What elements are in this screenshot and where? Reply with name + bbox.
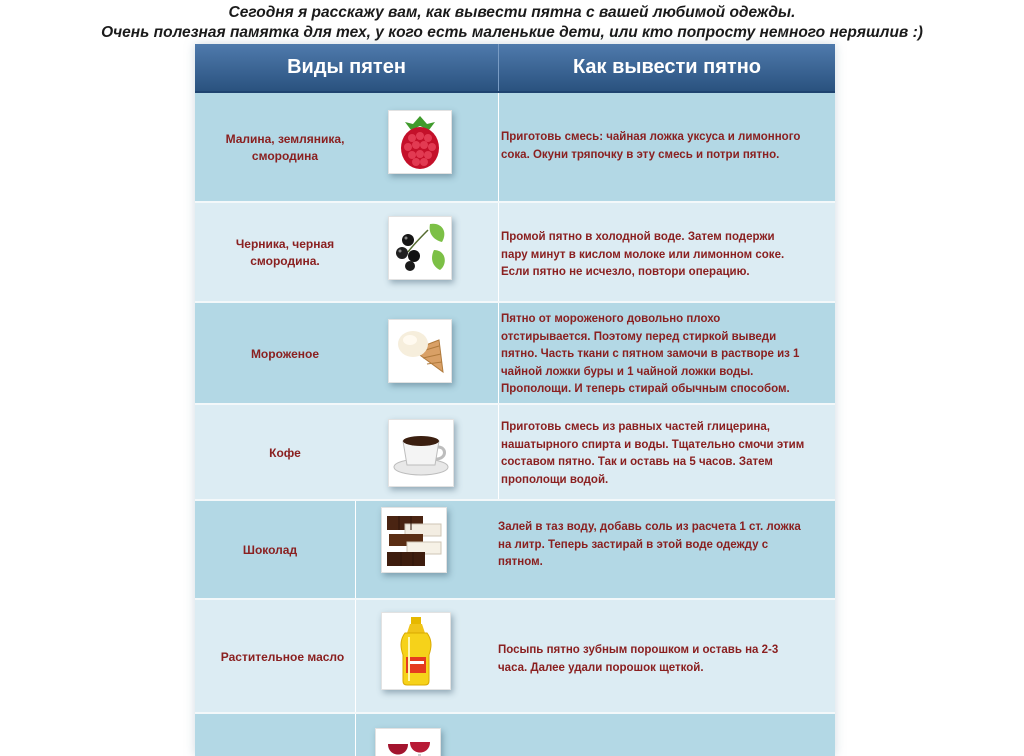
wine-glass-icon	[375, 728, 441, 756]
stain-removal-table	[195, 44, 835, 756]
stain-type: Шоколад	[242, 543, 298, 557]
stain-type: Малина, земляника, смородина	[225, 132, 345, 163]
header-how-to-remove: Как вывести пятно	[498, 44, 835, 91]
table-row-raspberry	[195, 93, 835, 203]
stain-type: Мороженое	[250, 346, 320, 361]
stain-type	[195, 714, 375, 756]
raspberry-icon	[388, 110, 452, 174]
table-row-partial	[195, 714, 835, 756]
intro-line-1: Сегодня я расскажу вам, как вывести пятна с вашей любимой одежды.	[228, 4, 796, 21]
intro-text	[0, 3, 1024, 43]
stain-type: Кофе	[269, 445, 301, 460]
removal-instructions: Пятно от мороженого довольно плохо отстирывается. Поэтому перед стиркой выведи пятно. Часть ткани с пятном замочи в растворе из 1 чайной ложки буры и 1 чайной ложки воды. Прополощи. И теперь стирай обычным способом.	[501, 313, 800, 396]
coffee-cup-icon	[388, 419, 454, 487]
table-row-chocolate	[195, 501, 835, 600]
removal-instructions: Приготовь смесь: чайная ложка уксуса и лимонного сока. Окуни тряпочку в эту смесь и потри пятно.	[501, 131, 801, 161]
removal-instructions: Приготовь смесь из равных частей глицерина, нашатырного спирта и воды. Тщательно смочи этим составом пятно. Так и оставь на 5 часов. Затем прополощи водой.	[501, 421, 805, 486]
table-row-ice-cream	[195, 303, 835, 405]
intro-line-2: Очень полезная памятка для тех, у кого есть маленькие дети, или кто попросту немного неряшлив :)	[101, 24, 923, 41]
removal-instructions: Промой пятно в холодной воде. Затем подержи пару минут в кислом молоке или лимонном соке. Если пятно не исчезло, повтори операцию.	[501, 231, 785, 279]
removal-instructions: Посыпь пятно зубным порошком и оставь на 2-3 часа. Далее удали порошок щеткой.	[498, 644, 779, 674]
removal-instructions: Залей в таз воду, добавь соль из расчета 1 ст. ложка на литр. Теперь застирай в этой воде одежду с пятном.	[498, 521, 801, 569]
oil-bottle-icon	[381, 612, 451, 690]
chocolate-icon	[381, 507, 447, 573]
ice-cream-icon	[388, 319, 452, 383]
table-row-vegetable-oil	[195, 600, 835, 714]
header-stain-types: Виды пятен	[287, 56, 406, 78]
table-row-blackcurrant	[195, 203, 835, 303]
blackcurrant-icon	[388, 216, 452, 280]
table-header	[195, 44, 835, 93]
table-row-coffee	[195, 405, 835, 501]
stain-type: Растительное масло	[220, 649, 345, 664]
stain-type: Черника, черная смородина.	[235, 237, 335, 268]
